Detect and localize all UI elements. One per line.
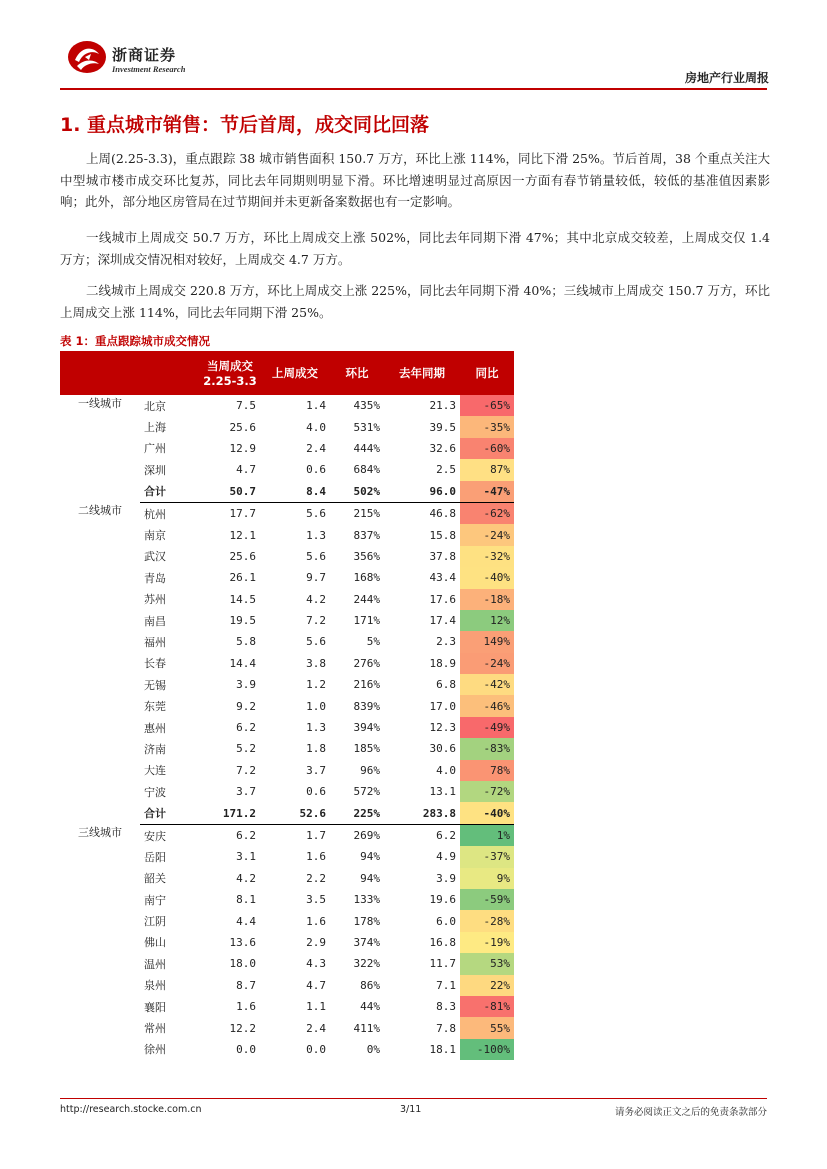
yoy-cell: -60% xyxy=(460,438,514,459)
current-cell: 5.2 xyxy=(236,742,256,756)
total-yoy-cell: -47% xyxy=(460,481,514,503)
city-cell: 杭州 xyxy=(144,507,166,521)
city-cell: 安庆 xyxy=(144,829,166,843)
last-year-cell: 43.4 xyxy=(429,571,456,585)
city-cell: 福州 xyxy=(144,635,166,649)
total-wow-cell: 502% xyxy=(330,481,384,503)
wow-cell: 411% xyxy=(353,1021,380,1035)
yoy-cell: 78% xyxy=(460,760,514,781)
yoy-cell: 55% xyxy=(460,1017,514,1038)
total-last-week-cell: 52.6 xyxy=(260,802,330,824)
yoy-cell: -62% xyxy=(460,502,514,524)
total-last-year-cell: 96.0 xyxy=(384,481,460,503)
yoy-cell: 87% xyxy=(460,459,514,480)
city-cell: 南宁 xyxy=(144,893,166,907)
last-week-cell: 2.4 xyxy=(306,1021,326,1035)
current-cell: 6.2 xyxy=(236,721,256,735)
yoy-cell: -40% xyxy=(460,567,514,588)
current-cell: 9.2 xyxy=(236,699,256,713)
last-week-cell: 1.1 xyxy=(306,1000,326,1014)
wow-cell: 374% xyxy=(353,935,380,949)
city-cell: 大连 xyxy=(144,764,166,778)
current-cell: 26.1 xyxy=(229,571,256,585)
current-cell: 3.7 xyxy=(236,785,256,799)
last-week-cell: 1.4 xyxy=(306,399,326,413)
last-year-cell: 6.0 xyxy=(436,914,456,928)
current-cell: 12.1 xyxy=(229,528,256,542)
paragraph-2: 一线城市上周成交 50.7 万方，环比上周成交上涨 502%，同比去年同期下滑 47%；其中北京成交较差，上周成交仅 1.4 万方；深圳成交情况相对较好，上周成交 4.7 万方。 xyxy=(60,230,770,267)
last-week-cell: 4.0 xyxy=(306,420,326,434)
current-cell: 4.4 xyxy=(236,914,256,928)
city-cell: 北京 xyxy=(144,399,166,413)
current-cell: 13.6 xyxy=(229,935,256,949)
wow-cell: 185% xyxy=(353,742,380,756)
last-week-cell: 2.9 xyxy=(306,935,326,949)
city-cell: 常州 xyxy=(144,1022,166,1036)
last-week-cell: 4.2 xyxy=(306,592,326,606)
yoy-cell: -46% xyxy=(460,695,514,716)
total-current-cell: 50.7 xyxy=(200,481,260,503)
last-year-cell: 39.5 xyxy=(429,420,456,434)
last-week-cell: 1.0 xyxy=(306,699,326,713)
wow-cell: 435% xyxy=(353,399,380,413)
current-cell: 25.6 xyxy=(229,420,256,434)
last-week-cell: 2.4 xyxy=(306,441,326,455)
total-wow-cell: 225% xyxy=(330,802,384,824)
city-cell: 江阴 xyxy=(144,915,166,929)
wow-cell: 216% xyxy=(353,678,380,692)
city-cell: 广州 xyxy=(144,442,166,456)
yoy-cell: -72% xyxy=(460,781,514,802)
wow-cell: 94% xyxy=(360,871,380,885)
last-year-cell: 4.9 xyxy=(436,850,456,864)
wow-cell: 171% xyxy=(353,614,380,628)
yoy-cell: -18% xyxy=(460,589,514,610)
footer-divider xyxy=(60,1098,767,1099)
page-header xyxy=(0,0,827,95)
city-cell: 济南 xyxy=(144,742,166,756)
wow-cell: 444% xyxy=(353,441,380,455)
yoy-cell: -42% xyxy=(460,674,514,695)
last-year-cell: 7.1 xyxy=(436,978,456,992)
wow-cell: 0% xyxy=(366,1042,380,1056)
city-cell: 南京 xyxy=(144,529,166,543)
current-cell: 3.9 xyxy=(236,678,256,692)
wow-cell: 269% xyxy=(353,829,380,842)
current-cell: 12.2 xyxy=(229,1021,256,1035)
wow-cell: 394% xyxy=(353,721,380,735)
city-sales-table xyxy=(60,351,514,1060)
last-week-cell: 3.5 xyxy=(306,893,326,907)
current-cell: 7.2 xyxy=(236,763,256,777)
wow-cell: 215% xyxy=(353,507,380,521)
last-year-cell: 19.6 xyxy=(429,893,456,907)
last-year-cell: 13.1 xyxy=(429,785,456,799)
current-cell: 18.0 xyxy=(229,957,256,971)
table-header-row xyxy=(60,351,514,395)
last-year-cell: 6.2 xyxy=(436,829,456,842)
last-week-cell: 1.3 xyxy=(306,528,326,542)
header-divider xyxy=(60,88,767,90)
wow-cell: 244% xyxy=(353,592,380,606)
wow-cell: 94% xyxy=(360,850,380,864)
company-logo-icon xyxy=(67,40,107,74)
yoy-cell: -37% xyxy=(460,846,514,867)
last-year-cell: 32.6 xyxy=(429,441,456,455)
wow-cell: 322% xyxy=(353,957,380,971)
wow-cell: 86% xyxy=(360,978,380,992)
wow-cell: 44% xyxy=(360,1000,380,1014)
last-week-cell: 5.6 xyxy=(306,635,326,649)
last-year-cell: 8.3 xyxy=(436,1000,456,1014)
header-wow: 环比 xyxy=(330,351,384,395)
last-week-cell: 0.6 xyxy=(306,785,326,799)
yoy-cell: -28% xyxy=(460,910,514,931)
total-current-cell: 171.2 xyxy=(200,802,260,824)
header-current xyxy=(200,351,260,395)
yoy-cell: 9% xyxy=(460,868,514,889)
current-cell: 19.5 xyxy=(229,614,256,628)
header-current-range: 2.25-3.3 xyxy=(203,374,257,388)
header-yoy: 同比 xyxy=(460,351,514,395)
last-week-cell: 7.2 xyxy=(306,614,326,628)
header-last-week: 上周成交 xyxy=(260,351,330,395)
last-year-cell: 7.8 xyxy=(436,1021,456,1035)
tier-label: 一线城市 xyxy=(78,397,122,410)
total-label-cell: 合计 xyxy=(140,802,200,824)
current-cell: 14.4 xyxy=(229,656,256,670)
last-week-cell: 5.6 xyxy=(306,549,326,563)
city-cell: 东莞 xyxy=(144,700,166,714)
last-week-cell: 5.6 xyxy=(306,507,326,521)
city-cell: 南昌 xyxy=(144,614,166,628)
total-last-week-cell: 8.4 xyxy=(260,481,330,503)
yoy-cell: 1% xyxy=(460,824,514,846)
last-week-cell: 3.7 xyxy=(306,763,326,777)
city-cell: 佛山 xyxy=(144,936,166,950)
current-cell: 17.7 xyxy=(229,507,256,521)
last-week-cell: 2.2 xyxy=(306,871,326,885)
table-body xyxy=(60,395,514,1060)
last-year-cell: 11.7 xyxy=(429,957,456,971)
last-week-cell: 1.2 xyxy=(306,678,326,692)
paragraph-1: 上周(2.25-3.3)，重点跟踪 38 城市销售面积 150.7 万方，环比上涨 114%，同比下滑 25%。节后首周，38 个重点关注大中型城市楼市成交环比复苏，同比去年同期则明显下滑。环比增速明显过高原因一方面有春节销量较低，较低的基准值因素影响；此外，部分地区房管局在过节期间并未更新备案数据也有一定影响。 xyxy=(60,151,770,209)
header-current-label: 当周成交 xyxy=(207,359,253,373)
wow-cell: 96% xyxy=(360,763,380,777)
yoy-cell: -83% xyxy=(460,738,514,759)
current-cell: 8.1 xyxy=(236,893,256,907)
page-number: 3/11 xyxy=(400,1104,422,1115)
last-year-cell: 37.8 xyxy=(429,549,456,563)
last-week-cell: 9.7 xyxy=(306,571,326,585)
city-cell: 韶关 xyxy=(144,872,166,886)
city-cell: 武汉 xyxy=(144,550,166,564)
last-year-cell: 18.9 xyxy=(429,656,456,670)
last-week-cell: 1.8 xyxy=(306,742,326,756)
current-cell: 12.9 xyxy=(229,441,256,455)
current-cell: 7.5 xyxy=(236,399,256,413)
wow-cell: 168% xyxy=(353,571,380,585)
total-label-cell: 合计 xyxy=(140,481,200,503)
city-cell: 上海 xyxy=(144,421,166,435)
city-cell: 苏州 xyxy=(144,593,166,607)
city-cell: 宁波 xyxy=(144,785,166,799)
current-cell: 25.6 xyxy=(229,549,256,563)
last-year-cell: 30.6 xyxy=(429,742,456,756)
yoy-cell: -24% xyxy=(460,653,514,674)
wow-cell: 531% xyxy=(353,420,380,434)
last-week-cell: 1.6 xyxy=(306,914,326,928)
current-cell: 6.2 xyxy=(236,829,256,842)
header-last-year: 去年同期 xyxy=(384,351,460,395)
yoy-cell: 149% xyxy=(460,631,514,652)
yoy-cell: -59% xyxy=(460,889,514,910)
table-row xyxy=(60,824,514,846)
last-year-cell: 18.1 xyxy=(429,1042,456,1056)
current-cell: 4.7 xyxy=(236,463,256,477)
city-cell: 深圳 xyxy=(144,463,166,477)
current-cell: 5.8 xyxy=(236,635,256,649)
table-row xyxy=(60,395,514,416)
tier-label: 三线城市 xyxy=(78,826,122,840)
yoy-cell: -32% xyxy=(460,546,514,567)
last-year-cell: 2.3 xyxy=(436,635,456,649)
wow-cell: 837% xyxy=(353,528,380,542)
current-cell: 4.2 xyxy=(236,871,256,885)
city-cell: 襄阳 xyxy=(144,1000,166,1014)
last-year-cell: 17.6 xyxy=(429,592,456,606)
last-year-cell: 15.8 xyxy=(429,528,456,542)
yoy-cell: -35% xyxy=(460,416,514,437)
header-city xyxy=(140,351,200,395)
yoy-cell: -49% xyxy=(460,717,514,738)
city-cell: 岳阳 xyxy=(144,850,166,864)
yoy-cell: -81% xyxy=(460,996,514,1017)
logo-cn-text: 浙商证券 xyxy=(112,46,177,64)
wow-cell: 572% xyxy=(353,785,380,799)
wow-cell: 839% xyxy=(353,699,380,713)
last-week-cell: 1.3 xyxy=(306,721,326,735)
yoy-cell: -65% xyxy=(460,395,514,416)
yoy-cell: 22% xyxy=(460,975,514,996)
current-cell: 3.1 xyxy=(236,850,256,864)
last-year-cell: 4.0 xyxy=(436,763,456,777)
last-year-cell: 46.8 xyxy=(429,507,456,521)
wow-cell: 684% xyxy=(353,463,380,477)
total-yoy-cell: -40% xyxy=(460,802,514,824)
table-caption: 表 1：重点跟踪城市成交情况 xyxy=(60,334,211,348)
city-cell: 泉州 xyxy=(144,979,166,993)
section-title: 1. 重点城市销售：节后首周，成交同比回落 xyxy=(60,114,430,136)
last-year-cell: 12.3 xyxy=(429,721,456,735)
last-week-cell: 1.6 xyxy=(306,850,326,864)
total-last-year-cell: 283.8 xyxy=(384,802,460,824)
logo-en-text: Investment Research xyxy=(112,64,186,74)
last-year-cell: 21.3 xyxy=(429,399,456,413)
report-type: 房地产行业周报 xyxy=(684,71,769,85)
yoy-cell: 53% xyxy=(460,953,514,974)
city-cell: 温州 xyxy=(144,957,166,971)
tier-label: 二线城市 xyxy=(78,504,122,518)
yoy-cell: 12% xyxy=(460,610,514,631)
last-year-cell: 2.5 xyxy=(436,463,456,477)
last-year-cell: 16.8 xyxy=(429,935,456,949)
city-cell: 长春 xyxy=(144,657,166,671)
wow-cell: 356% xyxy=(353,549,380,563)
wow-cell: 178% xyxy=(353,914,380,928)
city-cell: 无锡 xyxy=(144,678,166,692)
city-cell: 惠州 xyxy=(144,721,166,735)
last-year-cell: 17.0 xyxy=(429,699,456,713)
city-cell: 徐州 xyxy=(144,1043,166,1057)
table-row xyxy=(60,502,514,524)
wow-cell: 5% xyxy=(366,635,380,649)
current-cell: 8.7 xyxy=(236,978,256,992)
yoy-cell: -100% xyxy=(460,1039,514,1060)
footer-url[interactable]: http://research.stocke.com.cn xyxy=(60,1104,202,1115)
last-year-cell: 6.8 xyxy=(436,678,456,692)
last-year-cell: 17.4 xyxy=(429,614,456,628)
last-week-cell: 1.7 xyxy=(306,829,326,842)
current-cell: 1.6 xyxy=(236,1000,256,1014)
paragraph-3: 二线城市上周成交 220.8 万方，环比上周成交上涨 225%，同比去年同期下滑 40%；三线城市上周成交 150.7 万方，环比上周成交上涨 114%，同比去年同期下滑 25%。 xyxy=(60,283,770,320)
wow-cell: 133% xyxy=(353,893,380,907)
yoy-cell: -24% xyxy=(460,524,514,545)
last-week-cell: 4.7 xyxy=(306,978,326,992)
wow-cell: 276% xyxy=(353,656,380,670)
last-week-cell: 3.8 xyxy=(306,656,326,670)
current-cell: 14.5 xyxy=(229,592,256,606)
last-year-cell: 3.9 xyxy=(436,871,456,885)
last-week-cell: 0.0 xyxy=(306,1042,326,1056)
last-week-cell: 0.6 xyxy=(306,463,326,477)
header-tier xyxy=(60,351,140,395)
current-cell: 0.0 xyxy=(236,1042,256,1056)
last-week-cell: 4.3 xyxy=(306,957,326,971)
yoy-cell: -19% xyxy=(460,932,514,953)
footer-disclaimer: 请务必阅读正文之后的免责条款部分 xyxy=(614,1107,767,1118)
city-cell: 青岛 xyxy=(144,571,166,585)
